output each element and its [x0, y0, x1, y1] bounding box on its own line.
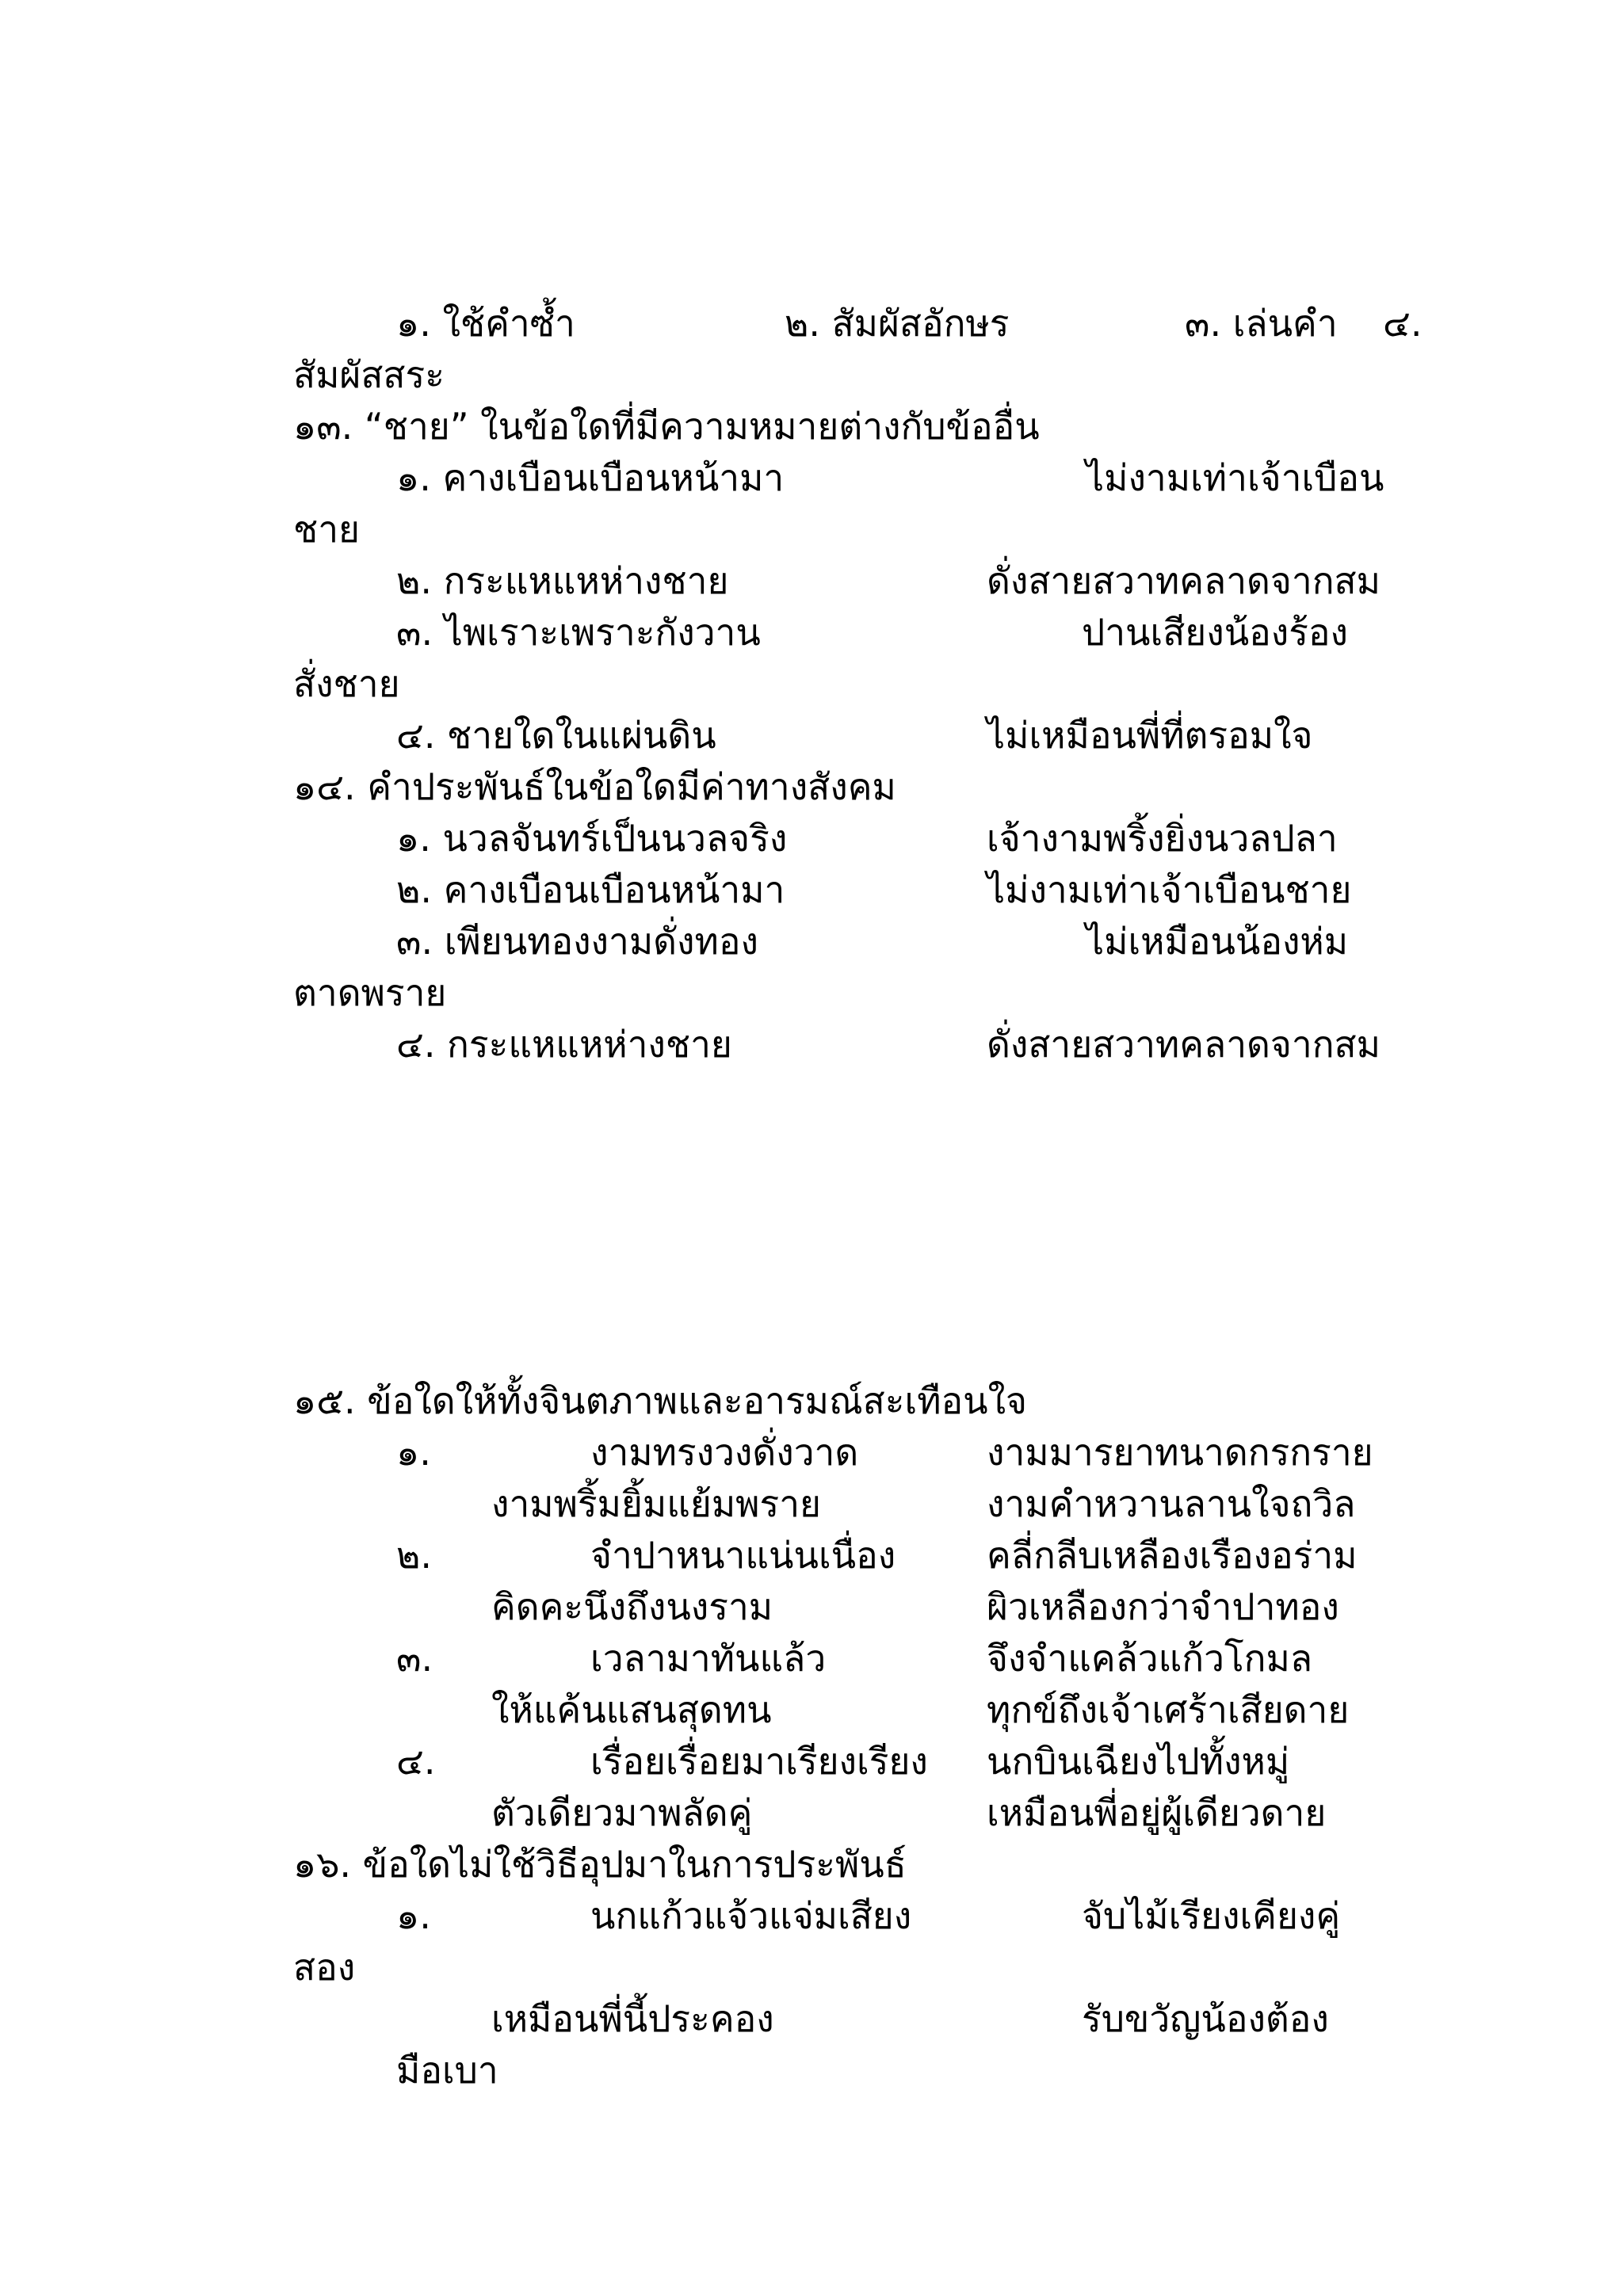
q15-choice-1-line2-b: งามคำหวานลานใจถวิล — [987, 1482, 1356, 1525]
q16-choice-1-number: ๑. — [396, 1894, 431, 1937]
q13-question: ๑๓. “ชาย” ในข้อใดที่มีความหมายต่างกับข้ออื่น — [293, 405, 1040, 448]
q14-choice-4-a: ๔. กระแหแหห่างชาย — [396, 1023, 732, 1066]
q15-choice-1-line2-a: งามพริ้มยิ้มแย้มพราย — [491, 1482, 821, 1525]
q12-choice-1: ๑. ใช้คำซ้ำ — [396, 302, 575, 345]
q15-choice-1-line1-a: งามทรงวงดั่งวาด — [590, 1431, 859, 1474]
q13-choice-3-a: ๓. ไพเราะเพราะกังวาน — [396, 611, 761, 654]
q16-choice-1-line1-cont: สอง — [293, 1946, 356, 1989]
q16-choice-1-line1-b: จับไม้เรียงเคียงคู่ — [1082, 1894, 1341, 1937]
q15-choice-1-line1-b: งามมารยาทนาดกรกราย — [987, 1431, 1373, 1474]
q15-choice-3-line2-b: ทุกข์ถึงเจ้าเศร้าเสียดาย — [987, 1688, 1350, 1731]
q13-choice-3-cont: สั่งชาย — [293, 662, 400, 705]
q14-choice-2-b: ไม่งามเท่าเจ้าเบือนชาย — [987, 868, 1352, 911]
q13-choice-3-b: ปานเสียงน้องร้อง — [1082, 611, 1349, 654]
q15-choice-2-line2-a: คิดคะนึงถึงนงราม — [491, 1585, 773, 1628]
q15-choice-2-line1-a: จำปาหนาแน่นเนื่อง — [590, 1534, 896, 1577]
q16-choice-1-line2-b: รับขวัญน้องต้อง — [1082, 1997, 1329, 2040]
q12-choice-3: ๓. เล่นคำ — [1185, 302, 1338, 345]
q13-choice-1-cont: ชาย — [293, 508, 361, 551]
q14-choice-2-a: ๒. คางเบือนเบือนหน้ามา — [396, 868, 785, 911]
q15-choice-4-line1-a: เรื่อยเรื่อยมาเรียงเรียง — [590, 1740, 928, 1783]
q15-choice-4-line2-a: ตัวเดียวมาพลัดคู่ — [491, 1791, 753, 1834]
q13-choice-4-b: ไม่เหมือนพี่ที่ตรอมใจ — [987, 714, 1313, 757]
q14-question: ๑๔. คำประพันธ์ในข้อใดมีค่าทางสังคม — [293, 765, 896, 808]
q12-choice-4: ๔. — [1383, 302, 1423, 345]
q15-choice-3-number: ๓. — [396, 1637, 433, 1680]
q16-choice-1-line1-a: นกแก้วแจ้วแจ่มเสียง — [590, 1894, 912, 1937]
q16-question: ๑๖. ข้อใดไม่ใช้วิธีอุปมาในการประพันธ์ — [293, 1843, 907, 1886]
q15-question: ๑๕. ข้อใดให้ทั้งจินตภาพและอารมณ์สะเทือนใจ — [293, 1379, 1027, 1422]
q12-choice-4-cont: สัมผัสสระ — [293, 353, 445, 396]
q15-choice-2-number: ๒. — [396, 1534, 432, 1577]
q14-choice-4-b: ดั่งสายสวาทคลาดจากสม — [987, 1023, 1381, 1066]
q14-choice-3-a: ๓. เพียนทองงามดั่งทอง — [396, 920, 758, 963]
q14-choice-3-cont: ตาดพราย — [293, 971, 447, 1014]
q15-choice-3-line1-b: จึงจำแคล้วแก้วโกมล — [987, 1637, 1313, 1680]
q15-choice-4-line2-b: เหมือนพี่อยู่ผู้เดียวดาย — [987, 1791, 1327, 1834]
q13-choice-1-b: ไม่งามเท่าเจ้าเบือน — [1086, 456, 1384, 499]
q12-choice-2: ๒. สัมผัสอักษร — [785, 302, 1010, 345]
q13-choice-1-a: ๑. คางเบือนเบือนหน้ามา — [396, 456, 785, 499]
q13-choice-2-a: ๒. กระแหแหห่างชาย — [396, 559, 729, 602]
q14-choice-1-a: ๑. นวลจันทร์เป็นนวลจริง — [396, 817, 788, 860]
q16-choice-1-line2-a: เหมือนพี่นี้ประคอง — [491, 1997, 774, 2040]
q15-choice-3-line2-a: ให้แค้นแสนสุดทน — [491, 1688, 772, 1731]
q16-choice-1-line2-cont: มือเบา — [396, 2049, 498, 2092]
q14-choice-1-b: เจ้างามพริ้งยิ่งนวลปลา — [987, 817, 1338, 860]
q15-choice-3-line1-a: เวลามาทันแล้ว — [590, 1637, 827, 1680]
q14-choice-3-b: ไม่เหมือนน้องห่ม — [1086, 920, 1349, 963]
q15-choice-4-line1-b: นกบินเฉียงไปทั้งหมู่ — [987, 1740, 1290, 1783]
q13-choice-4-a: ๔. ชายใดในแผ่นดิน — [396, 714, 716, 757]
q15-choice-4-number: ๔. — [396, 1740, 436, 1783]
q15-choice-1-number: ๑. — [396, 1431, 431, 1474]
q15-choice-2-line2-b: ผิวเหลืองกว่าจำปาทอง — [987, 1585, 1339, 1628]
q13-choice-2-b: ดั่งสายสวาทคลาดจากสม — [987, 559, 1381, 602]
q15-choice-2-line1-b: คลี่กลีบเหลืองเรืองอร่าม — [987, 1534, 1358, 1577]
